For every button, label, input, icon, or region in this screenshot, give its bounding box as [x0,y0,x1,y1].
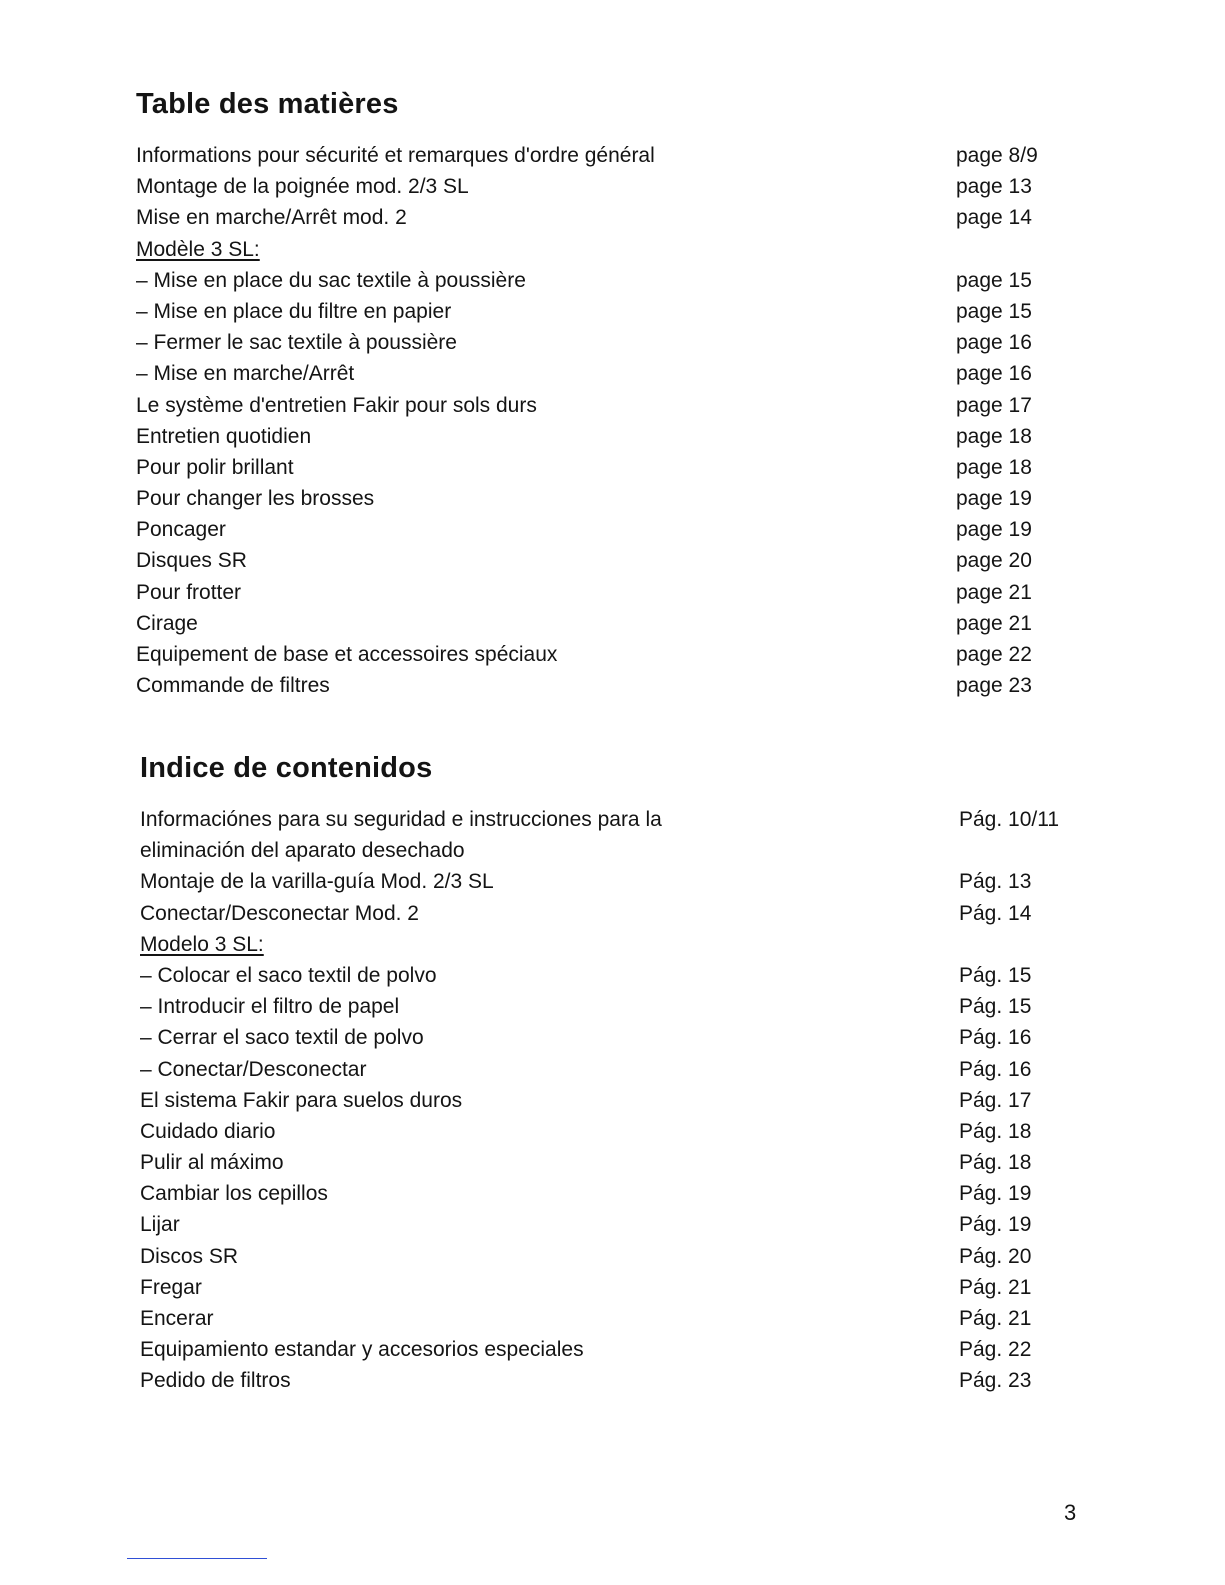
toc-entry [0,639,1225,670]
toc-subheading [0,234,1225,265]
toc-entry [0,898,1225,929]
entry-label: Equipamiento estandar y accesorios especiales [140,1338,584,1362]
page-number: 3 [1064,1500,1077,1525]
entry-page: page 17 [956,393,1032,417]
entry-label: Pour frotter [136,580,242,604]
toc-entry [0,1178,1225,1209]
toc-entry [0,358,1225,389]
section-title: Table des matières [136,88,399,120]
toc-entry [0,960,1225,991]
toc-entries [0,804,1225,1397]
entry-page: page 14 [956,206,1032,230]
entry-page: Pág. 15 [959,995,1032,1019]
entry-page: Pág. 18 [959,1151,1032,1175]
toc-entry [0,804,1225,866]
entry-label: Discos SR [140,1244,239,1268]
entry-label: Entretien quotidien [136,424,312,448]
toc-entry [0,452,1225,483]
entry-label: Pedido de filtros [140,1369,291,1393]
toc-entry [0,140,1225,171]
entry-label: Lijar [140,1213,180,1237]
toc-entry [0,514,1225,545]
entry-page: page 16 [956,362,1032,386]
entry-page: page 18 [956,424,1032,448]
entry-page: Pág. 16 [959,1026,1032,1050]
entry-page: Pág. 10/11 [959,808,1060,831]
entry-label: Le système d'entretien Fakir pour sols durs [136,393,537,417]
entry-page: page 21 [956,580,1032,604]
toc-entry [0,866,1225,897]
entry-page: page 23 [956,674,1032,698]
entry-page: Pág. 21 [959,1307,1032,1331]
toc-entry [0,202,1225,233]
entry-label: Cirage [136,611,198,635]
toc-entry [0,1054,1225,1085]
entry-label: Encerar [140,1307,214,1331]
entry-label: – Mise en place du sac textile à poussière [136,268,526,292]
entry-page: page 22 [956,643,1032,666]
entry-label: Disques SR [136,549,247,573]
entry-page: Pág. 23 [959,1369,1032,1393]
entry-label: Informations pour sécurité et remarques d'ordre général [136,144,655,167]
subheading-label: Modèle 3 SL: [136,237,260,261]
entry-label: El sistema Fakir para suelos duros [140,1088,463,1112]
toc-entry [0,1303,1225,1334]
entry-label: – Mise en marche/Arrêt [136,362,355,386]
entry-label: Conectar/Desconectar Mod. 2 [140,901,419,925]
toc-entries [0,140,1225,701]
entry-page: page 8/9 [956,144,1038,167]
entry-label: Informaciónes para su seguridad e instrucciones para la eliminación del aparato desechado [140,808,662,863]
toc-entry [0,545,1225,576]
entry-label: – Colocar el saco textil de polvo [140,963,437,987]
entry-label: Fregar [140,1275,202,1299]
toc-entry [0,1147,1225,1178]
entry-label: Mise en marche/Arrêt mod. 2 [136,206,407,230]
entry-page: Pág. 22 [959,1338,1032,1362]
entry-label: – Cerrar el saco textil de polvo [140,1026,424,1050]
entry-page: page 18 [956,455,1032,479]
entry-label: Montage de la poignée mod. 2/3 SL [136,175,469,199]
toc-entry [0,1241,1225,1272]
entry-page: page 19 [956,487,1032,511]
entry-page: page 15 [956,299,1032,323]
entry-label: Pour changer les brosses [136,487,375,511]
entry-page: page 19 [956,518,1032,542]
toc-entry [0,327,1225,358]
entry-page: page 16 [956,331,1032,355]
subheading-label: Modelo 3 SL: [140,932,264,956]
toc-entry [0,1085,1225,1116]
toc-entry [0,1116,1225,1147]
entry-label: Commande de filtres [136,674,330,698]
entry-page: page 20 [956,549,1032,573]
section-title: Indice de contenidos [140,752,433,784]
entry-label: – Conectar/Desconectar [140,1057,367,1081]
entry-page: Pág. 20 [959,1244,1032,1268]
entry-label: Equipement de base et accessoires spéciaux [136,643,558,666]
toc-entry [0,577,1225,608]
entry-page: Pág. 14 [959,901,1032,925]
entry-label: – Introducir el filtro de papel [140,995,400,1019]
toc-entry [0,1022,1225,1053]
toc-entry [0,1334,1225,1365]
entry-label: Montaje de la varilla-guía Mod. 2/3 SL [140,870,494,894]
toc-entry [0,421,1225,452]
entry-label: Pulir al máximo [140,1151,284,1175]
toc-entry [0,296,1225,327]
entry-page: Pág. 15 [959,963,1032,987]
entry-page: Pág. 17 [959,1088,1032,1112]
entry-page: page 21 [956,611,1032,635]
entry-label: Pour polir brillant [136,455,294,479]
toc-entry [0,1272,1225,1303]
toc-subheading [0,929,1225,960]
toc-entry [0,608,1225,639]
entry-page: Pág. 19 [959,1182,1032,1206]
entry-page: Pág. 21 [959,1275,1032,1299]
entry-page: Pág. 18 [959,1119,1032,1143]
toc-entry [0,1365,1225,1396]
entry-label: Cuidado diario [140,1119,276,1143]
entry-label: Cambiar los cepillos [140,1182,328,1206]
entry-page: page 15 [956,268,1032,292]
toc-entry [0,991,1225,1022]
toc-entry [0,670,1225,701]
bottom-rule [127,1558,267,1559]
entry-page: page 13 [956,175,1032,199]
entry-label: Poncager [136,518,226,542]
entry-page: Pág. 16 [959,1057,1032,1081]
toc-entry [0,265,1225,296]
toc-entry [0,483,1225,514]
entry-label: – Mise en place du filtre en papier [136,299,452,323]
toc-entry [0,390,1225,421]
toc-entry [0,171,1225,202]
toc-entry [0,1209,1225,1240]
entry-page: Pág. 13 [959,870,1032,894]
entry-label: – Fermer le sac textile à poussière [136,331,457,355]
entry-page: Pág. 19 [959,1213,1032,1237]
